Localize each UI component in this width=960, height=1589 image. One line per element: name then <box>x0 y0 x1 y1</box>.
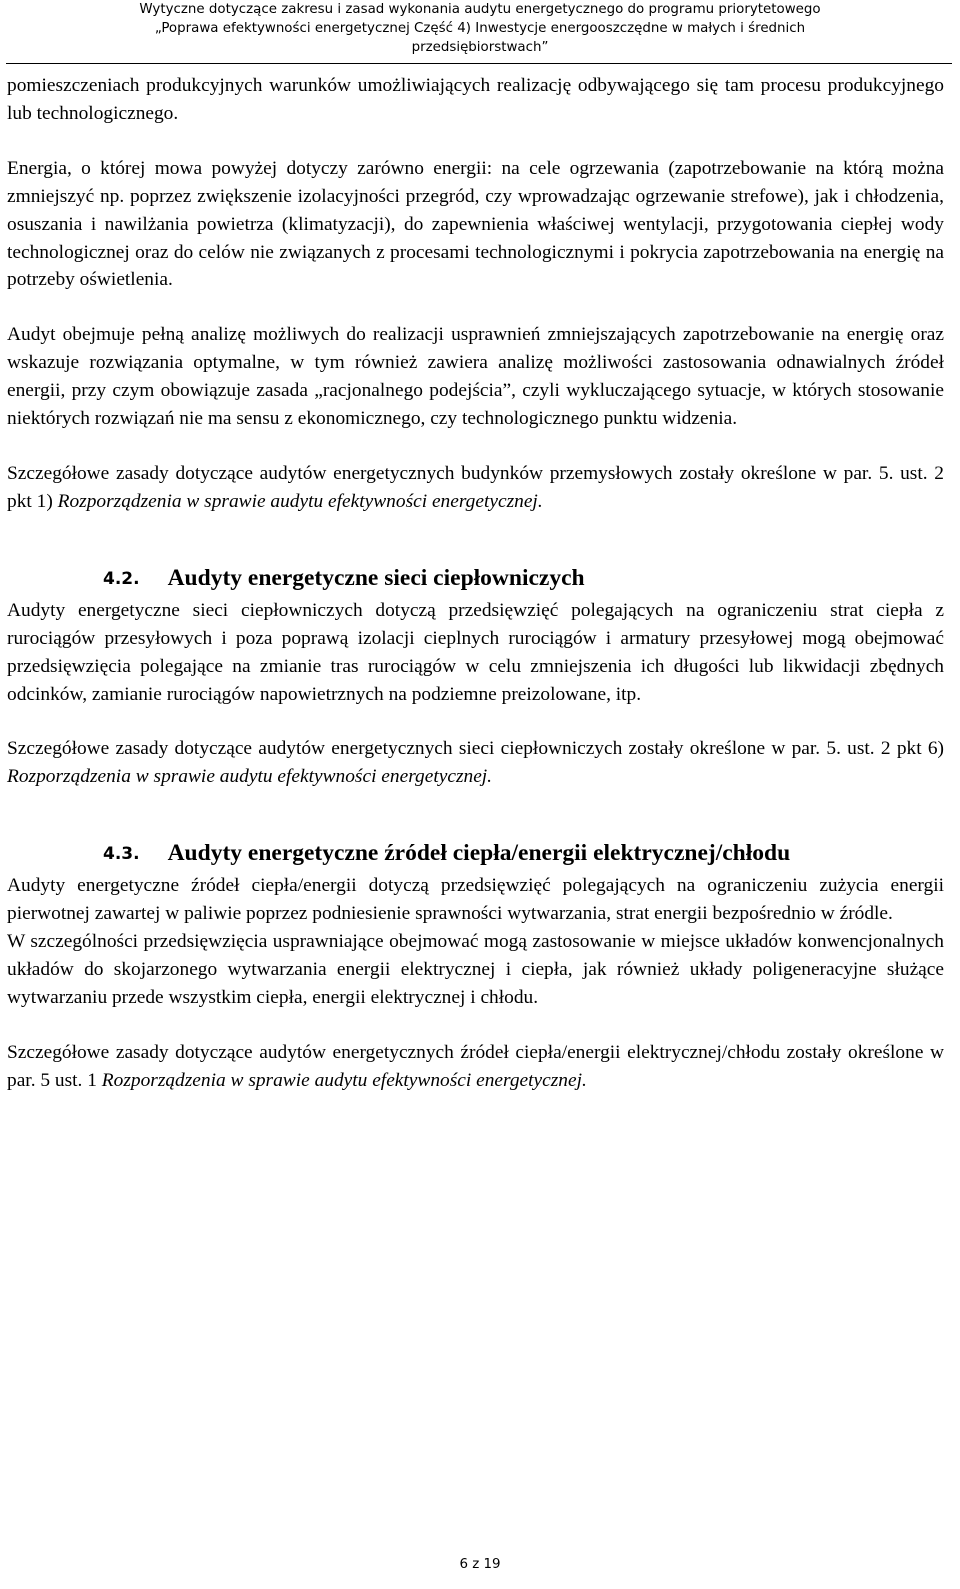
paragraph-heating-networks: Audyty energetyczne sieci ciepłowniczych dotyczą przedsięwzięć polegających na ograniczeniu strat ciepła z rurociągów przesyłowych i poza poprawą izolacji cieplnych rurociągów i armatury przesyłowej mogą obejmować przedsięwzięcia polegające na zmianie tras rurociągów w celu zmniejszenia ich długości lub likwidacji zbędnych odcinków, zamianie rurociągów napowietrznych na podziemne preizolowane, itp. <box>7 599 944 705</box>
section-title: Audyty energetyczne sieci ciepłowniczych <box>167 564 585 591</box>
header-line-1: Wytyczne dotyczące zakresu i zasad wykonania audytu energetycznego do programu priorytetowego <box>139 2 821 17</box>
paragraph-heating-networks-rules <box>7 735 944 791</box>
rules-text: Szczegółowe zasady dotyczące audytów energetycznych sieci ciepłowniczych zostały określone w par. 5. ust. 2 pkt 6) <box>7 738 944 760</box>
paragraph-audit-scope: Audyt obejmuje pełną analizę możliwych do realizacji usprawnień zmniejszających zapotrzebowanie na energię oraz wskazuje rozwiązania optymalne, w tym również zawiera analizę możliwości zastosowania odnawialnych źródeł energii, przy czym obowiązuje zasada „racjonalnego podejścia”, czyli wykluczającego sytuacje, w których stosowanie niektórych rozwiązań nie ma sensu z ekonomicznego, czy technologicznego punktu widzenia. <box>7 324 944 430</box>
page-number: 6 z 19 <box>459 1557 501 1572</box>
paragraph-energy-uses: Energia, o której mowa powyżej dotyczy zarówno energii: na cele ogrzewania (zapotrzebowanie na którą można zmniejszyć np. poprzez zwiększenie izolacyjności przegród, czy wprowadzając ogrzewanie strefowe), jak i chłodzenia, osuszania i nawilżania powietrza (klimatyzacji), do zapewnienia właściwej wentylacji, przygotowania ciepłej wody technologicznej oraz do celów nie związanych z procesami technologicznymi i pokrycia zapotrzebowania na energię na potrzeby oświetlenia. <box>7 157 944 291</box>
section-heading-energy-sources <box>7 838 944 869</box>
regulation-reference: Rozporządzenia w sprawie audytu efektywności energetycznej. <box>7 766 493 788</box>
header-divider <box>6 63 952 64</box>
header-line-3: przedsiębiorstwach” <box>411 40 549 55</box>
header-line-2: „Poprawa efektywności energetycznej Część 4) Inwestycje energooszczędne w małych i średnich <box>154 21 806 36</box>
paragraph-energy-sources: Audyty energetyczne źródeł ciepła/energii dotyczą przedsięwzięć polegających na ograniczeniu zużycia energii pierwotnej zawartej w paliwie poprzez podniesienie sprawności wytwarzania, strat energii bezpośrednio w źródle. <box>7 875 944 925</box>
page-header <box>0 0 960 57</box>
rules-text: Szczegółowe zasady dotyczące audytów energetycznych źródeł ciepła/energii elektrycznej/chłodu zostały określone w par. 5 ust. 1 <box>7 1041 944 1091</box>
regulation-reference: Rozporządzenia w sprawie audytu efektywności energetycznej. <box>57 490 543 512</box>
document-body <box>7 72 944 1122</box>
section-heading-heating-networks <box>7 563 944 594</box>
paragraph-cogeneration: W szczególności przedsięwzięcia usprawniające obejmować mogą zastosowanie w miejsce układów konwencjonalnych układów do skojarzonego wytwarzania energii elektrycznej i ciepła, jak również układy poligeneracyjne służące wytwarzaniu przede wszystkim ciepła, energii elektrycznej i chłodu. <box>7 931 944 1008</box>
section-number: 4.3. <box>103 844 140 865</box>
rules-text: Szczegółowe zasady dotyczące audytów energetycznych budynków przemysłowych zostały określone w par. 5. ust. 2 pkt 1) <box>7 462 944 512</box>
regulation-reference: Rozporządzenia w sprawie audytu efektywności energetycznej. <box>101 1069 587 1091</box>
section-title: Audyty energetyczne źródeł ciepła/energii elektrycznej/chłodu <box>167 840 791 867</box>
paragraph-industrial-buildings-rules <box>7 460 944 516</box>
section-number: 4.2. <box>103 568 140 589</box>
paragraph-production-rooms: pomieszczeniach produkcyjnych warunków umożliwiających realizację odbywającego się tam procesu produkcyjnego lub technologicznego. <box>7 75 944 124</box>
paragraph-energy-sources-rules <box>7 1039 944 1095</box>
